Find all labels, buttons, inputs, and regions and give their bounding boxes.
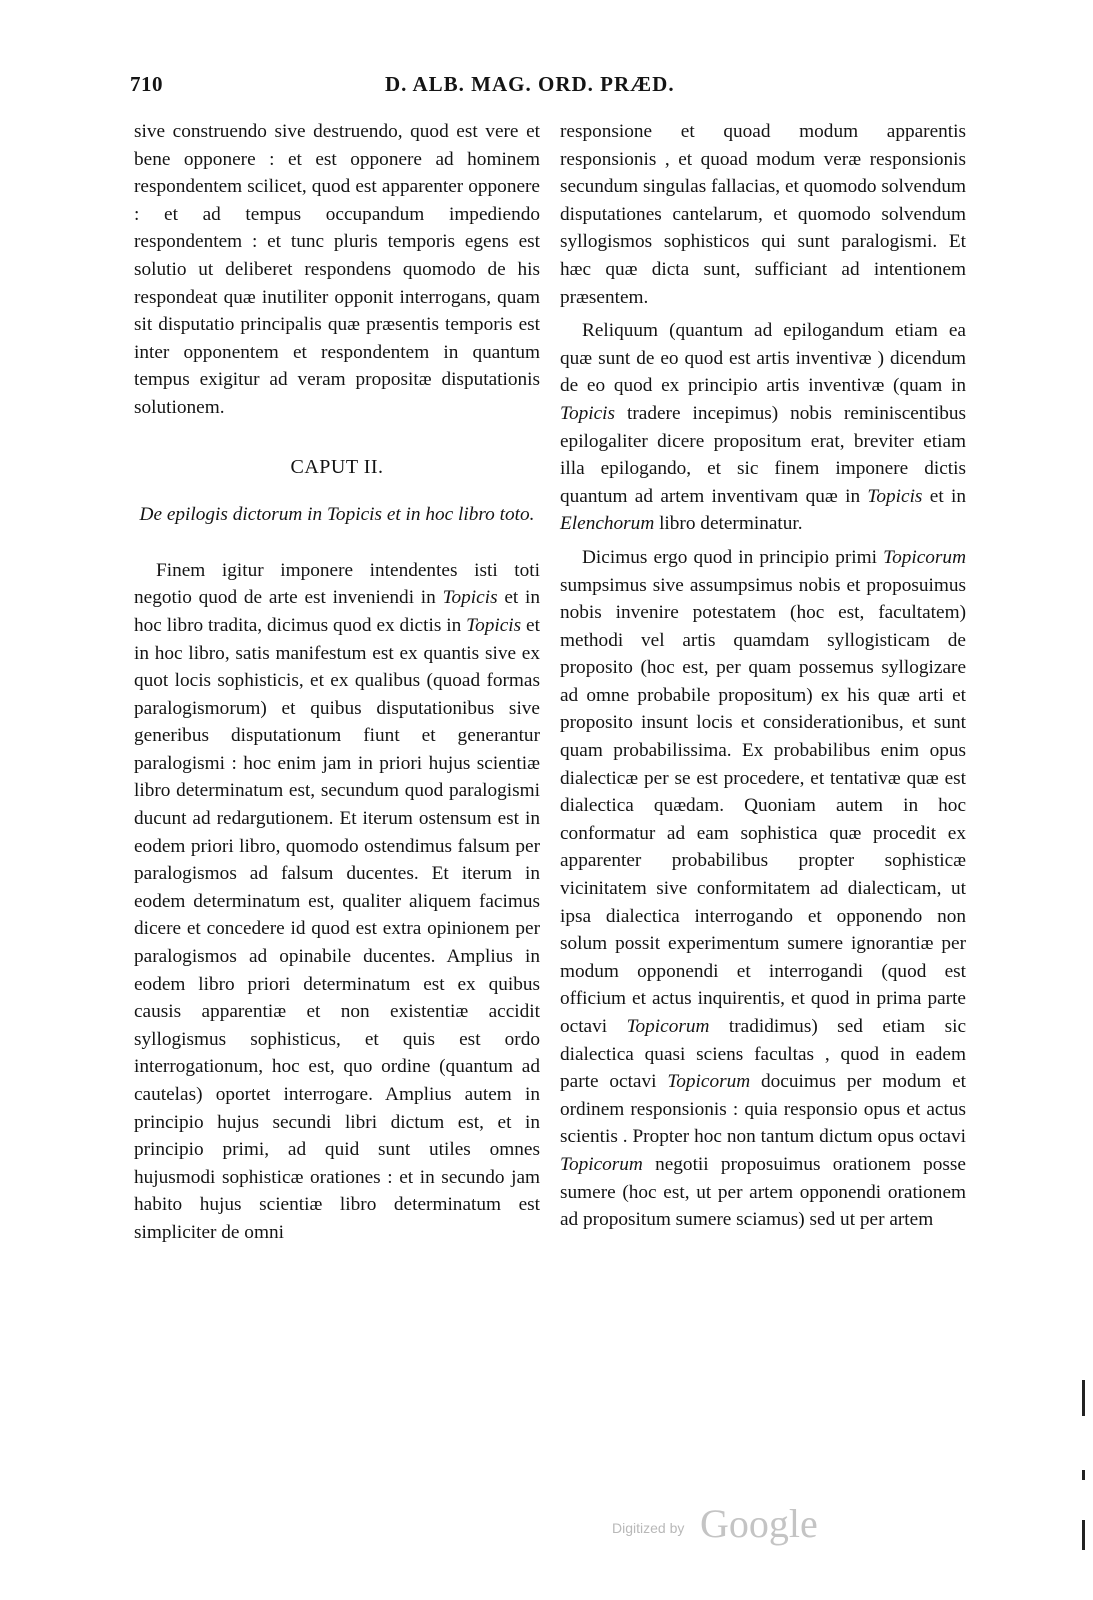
chapter-heading: CAPUT II.: [290, 455, 384, 478]
text-run: sumpsimus sive assumpsimus nobis et proposuimus nobis invenire potestatem (hoc est, facultatem) methodi vel artis quamdam syllogisticam de proposito (hoc est, per quam possemus syllogizare ad omne probabile propositum) ex his quæ arti et proposito insunt locis et considerationibus, et sunt quam probabilissima. Ex probabilibus enim opus dialecticæ per se est procedere, et tentativæ quæ est dialectica quædam. Quoniam autem in hoc conformatur ad eam sophistica quæ procedit ex apparenter probabilibus propter sophisticæ vicinitatem sive conformitatem ad dialecticam, ut ipsa dialectica interrogando et opponendo non solum possit experimentum sumere ignorantiæ per modum opponendi et interrogandi (quod est officium et actus inquirentis, et quod in prima parte octavi: [560, 574, 966, 1037]
italic-title: Topicorum: [667, 1071, 751, 1093]
page-edge-mark: [1082, 1520, 1085, 1550]
text-run: Reliquum (quantum ad epilogandum etiam ea quæ sunt de eo quod est artis inventivæ ) dicendum de eo quod ex principio artis inventivæ (quam in: [560, 320, 966, 397]
text-run: et in hoc libro, satis manifestum est ex quantis sive ex quot locis sophisticis, et ex qualibus (quoad formas paralogismorum) et quibus disputationibus sive generibus disputationum fiunt et generantur paralogismi : hoc enim jam in priori hujus scientiæ libro determinatum est, secundum quod paralogismi ducunt ad redargutionem. Et iterum ostensum est in eodem priori libro, quomodo ostendimus falsum per paralogismos ad falsum ducentes. Et iterum in eodem determinatum est, qualiter aliquem facimus dicere et concedere id quod est extra opinionem per paralogismos ad opinabile ducentes. Amplius in eodem libro priori determinatum est ex quibus causis apparentiæ et non existentiæ accidit syllogismus sophisticus, et quis est ordo interrogationum, hoc est, quo ordine (quantum ad cautelas) oportet interrogare. Amplius autem in principio hujus secundi libri dictum est, et in principio primi, ad quid sunt utiles omnes hujusmodi sophisticæ orationes : et in secundo jam habito hujus scientiæ libro determinatum est simpliciter de omni: [134, 614, 540, 1243]
running-head: D. ALB. MAG. ORD. PRÆD.: [385, 72, 675, 96]
left-paragraph-1: sive construendo sive destruendo, quod est vere et bene opponere : et est opponere ad hominem respondentem scilicet, quod est apparenter opponere : et ad tempus occupandum impediendo respondentem : et tunc pluris temporis egens est solutio ut deliberet respondens quomodo de his respondeat quæ inutiliter opponit interrogans, quam sit disputatio principalis quæ præsentis temporis est inter opponentem et respondentem in quantum tempus exigitur ad veram propositæ disputationis solutionem.: [134, 121, 540, 418]
right-column: [560, 118, 966, 1234]
italic-title: Topicis: [466, 614, 522, 636]
italic-title: Elenchorum: [560, 513, 655, 535]
chapter-subtitle: De epilogis dictorum in Topicis et in hoc libro toto.: [139, 504, 535, 526]
text-run: tradere incepimus) nobis reminiscentibus epilogaliter dicere propositum erat, breviter etiam illa epilogando, et sic finem imponere dictis quantum ad artem inventivam quæ in: [560, 402, 966, 507]
left-paragraph-2: [134, 557, 540, 1247]
italic-title: Topicis: [560, 402, 616, 424]
right-paragraph-1: responsione et quoad modum apparentis responsionis , et quoad modum veræ responsionis secundum singulas fallacias, et quomodo solvendum disputationes cantelarum, et quomodo solvendum syllogismos sophisticos qui sunt paralogismi. Et hæc quæ dicta sunt, sufficiant ad intentionem præsentem.: [560, 121, 966, 308]
text-run: negotii proposuimus orationem posse sumere (hoc est, ut per artem opponendi orationem ad propositum sumere sciamus) sed ut per artem: [560, 1153, 966, 1231]
italic-title: Topicis: [442, 587, 498, 609]
page-edge-mark: [1082, 1470, 1085, 1480]
right-paragraph-3: [560, 544, 966, 1234]
text-run: Dicimus ergo quod in principio primi: [582, 546, 884, 568]
text-run: tradidimus) sed etiam sic dialectica quasi sciens facultas , quod in eadem parte octavi: [560, 1016, 967, 1093]
page-number: 710: [130, 72, 163, 96]
google-logo: Google: [700, 1501, 818, 1546]
italic-title: Topicorum: [560, 1153, 643, 1175]
italic-title: Topicis: [867, 485, 923, 507]
right-paragraph-2: [560, 317, 966, 538]
left-column: [134, 118, 540, 1247]
italic-title: Topicorum: [626, 1016, 710, 1037]
text-run: et in: [922, 485, 967, 507]
text-run: docuimus per modum et ordinem responsionis : quia responsio opus et actus scientis . Propter hoc non tantum dictum opus octavi: [560, 1071, 966, 1148]
digitized-watermark: [612, 1501, 842, 1546]
text-run: libro determinatur.: [654, 513, 803, 535]
italic-title: Topicorum: [883, 546, 966, 568]
page-edge-mark: [1082, 1380, 1085, 1416]
text-run: Finem igitur imponere intendentes isti toti negotio quod de arte est inveniendi in: [134, 559, 540, 609]
digitized-label: Digitized by: [612, 1520, 685, 1536]
text-run: et in hoc libro tradita, dicimus quod ex dictis in: [134, 587, 540, 636]
